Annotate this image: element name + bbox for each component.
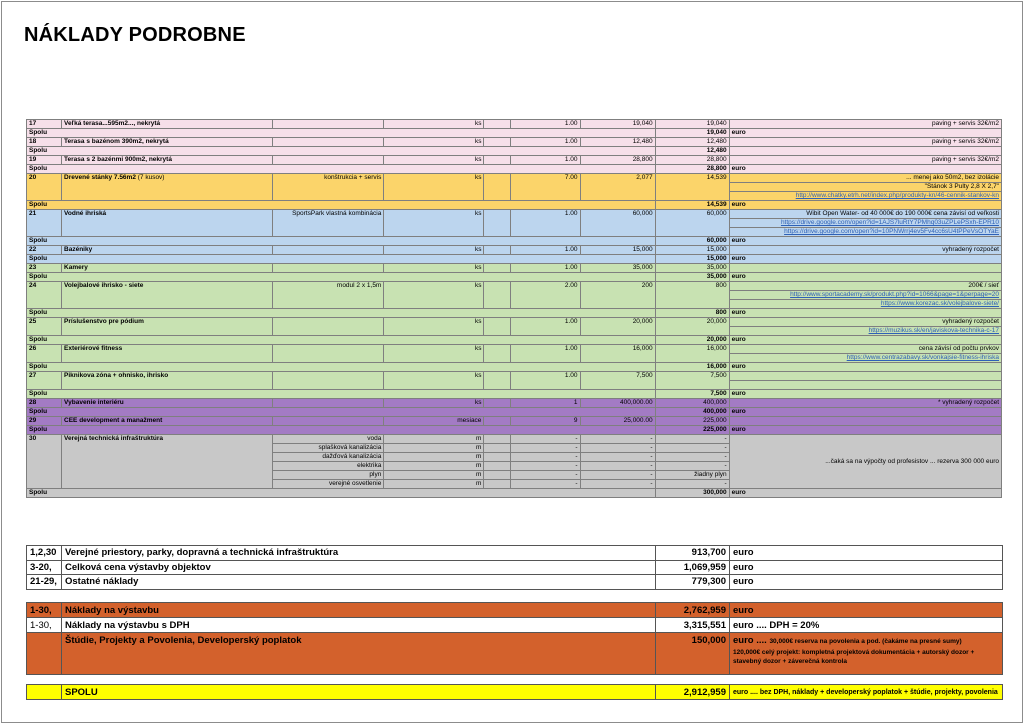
table-row [27,399,1002,408]
subtotal-unit: euro [729,309,1001,318]
item-unit: ks [384,174,484,201]
summary-label: Ostatné náklady [62,575,656,590]
item-spec [273,264,384,273]
item-total: - [655,453,729,462]
item-spec [273,345,384,363]
item-name: Volejbalové ihrisko - siete [62,282,273,309]
total-label: Náklady na výstavbu s DPH [62,618,656,633]
item-total: - [655,480,729,489]
row-number: 25 [27,318,62,336]
subtotal-value: 300,000 [655,489,729,498]
summary-table [26,545,1003,590]
item-name-extra: (7 kusov) [135,174,165,181]
subtotal-value: 35,000 [655,273,729,282]
table-row [27,372,1002,381]
item-unit: ks [384,246,484,255]
subtotal-row [27,273,1002,282]
item-unit-price: 20,000 [580,318,655,336]
reference-link[interactable]: http://www.chatky.etrh.net/index.php/produkty-kn/46-cennik-stankov-kn [729,192,1001,201]
item-unit: ks [384,264,484,273]
row-number: 30 [27,435,62,489]
summary-unit: euro [730,546,1003,561]
subtotal-label: Spolu [27,147,656,156]
subtotal-label: Spolu [27,255,656,264]
subtotal-row [27,336,1002,345]
item-note: "Stánok 3 Pulty 2,8 X 2,7" [729,183,1001,192]
item-note: 200€ / sieť [729,282,1001,291]
table-row [27,345,1002,354]
subtotal-row [27,255,1002,264]
row-number: 24 [27,282,62,309]
spacer-cell [484,417,511,426]
subtotal-value: 800 [655,309,729,318]
subtotal-unit: euro [729,129,1001,138]
summary-code: 1,2,30 [27,546,62,561]
summary-code: 3-20, [27,560,62,575]
item-unit: m [384,471,484,480]
item-unit: m [384,453,484,462]
item-unit: m [384,444,484,453]
item-quantity: 1 [511,399,580,408]
item-name: Príslušenstvo pre pódium [62,318,273,336]
item-spec [273,318,384,336]
subtotal-label: Spolu [27,390,656,399]
item-spec: konštrukcia + servis [273,174,384,201]
table-row [27,246,1002,255]
subtotal-value: 15,000 [655,255,729,264]
item-note: * vyhradený rozpočet [729,399,1001,408]
reference-link[interactable]: https://muzikus.sk/en/javiskova-technika-c-17 [729,327,1001,336]
item-quantity: - [511,435,580,444]
item-name: Piknikova zóna + ohnisko, ihrisko [62,372,273,390]
subtotal-label: Spolu [27,426,656,435]
item-unit-price: 7,500 [580,372,655,390]
row-number: 22 [27,246,62,255]
total-value: 2,762,959 [656,603,730,618]
subtotal-unit: euro [729,363,1001,372]
item-unit: ks [384,318,484,336]
total-notes [730,633,1003,675]
item-total: 28,800 [655,156,729,165]
item-spec [273,138,384,147]
item-unit: ks [384,345,484,363]
spacer-cell [484,471,511,480]
item-unit-price: 15,000 [580,246,655,255]
item-unit: m [384,480,484,489]
item-total: 15,000 [655,246,729,255]
item-total: 7,500 [655,372,729,390]
total-code [27,633,62,675]
item-total: - [655,462,729,471]
subtotal-value: 60,000 [655,237,729,246]
row-number: 19 [27,156,62,165]
total-code: 1-30, [27,618,62,633]
item-name-text: Drevené stánky 7.56m2 [64,174,136,181]
reference-link[interactable]: https://www.korezac.sk/volejbalove-siete/ [729,300,1001,309]
total-note: 120,000€ celý projekt: kompletná projektová dokumentácia + autorský dozor + stavebný dozor + záverečná kontrola [733,649,975,665]
subtotal-row [27,489,1002,498]
subtotal-value: 20,000 [655,336,729,345]
subtotal-label: Spolu [27,363,656,372]
item-quantity: - [511,480,580,489]
infra-sub-item: splašková kanalizácia [273,444,384,453]
summary-row [27,575,1003,590]
infra-sub-item: elektrika [273,462,384,471]
item-unit: ks [384,138,484,147]
subtotal-value: 7,500 [655,390,729,399]
item-spec: SportsPark vlastná kombinácia [273,210,384,237]
item-unit-price: - [580,453,655,462]
spacer-cell [484,399,511,408]
total-row [27,618,1003,633]
empty-cell [729,147,1001,156]
total-unit: euro .... [733,635,767,646]
total-code [27,685,62,700]
spacer-cell [484,156,511,165]
subtotal-row [27,165,1002,174]
item-quantity: - [511,462,580,471]
table-row [27,264,1002,273]
spacer-cell [484,138,511,147]
spacer-cell [484,264,511,273]
subtotal-row [27,309,1002,318]
item-unit-price: 16,000 [580,345,655,363]
reference-link[interactable]: http://www.sportacademy.sk/produkt.php?id=1066&page=1&perpage=20 [729,291,1001,300]
spacer-cell [27,675,1003,685]
spacer-cell [484,282,511,309]
subtotal-label: Spolu [27,489,656,498]
grand-total-row [27,685,1003,700]
spacer-cell [484,345,511,363]
item-unit-price: 12,480 [580,138,655,147]
spacer-cell [484,246,511,255]
row-number: 18 [27,138,62,147]
item-spec [273,399,384,408]
spacer-cell [484,318,511,336]
item-quantity: 1.00 [511,210,580,237]
item-quantity: 9 [511,417,580,426]
table-row [27,120,1002,129]
item-spec: modul 2 x 1,5m [273,282,384,309]
subtotal-value: 12,480 [655,147,729,156]
item-unit: ks [384,210,484,237]
subtotal-row [27,129,1002,138]
infra-sub-item: plyn [273,471,384,480]
summary-row [27,546,1003,561]
item-unit: ks [384,372,484,390]
reference-link[interactable]: https://drive.google.com/open?id=10PNWrrj4ev5Fv4cc6sU4tPPeVsOTYaE [729,228,1001,237]
total-unit: euro [730,603,1003,618]
item-unit-price: 2,077 [580,174,655,201]
infra-sub-item: verejné osvetlenie [273,480,384,489]
summary-value: 913,700 [656,546,730,561]
item-spec [273,120,384,129]
subtotal-label: Spolu [27,309,656,318]
item-note [729,417,1001,426]
item-quantity: - [511,471,580,480]
subtotal-value: 400,000 [655,408,729,417]
item-quantity: 1.00 [511,372,580,390]
item-unit-price: - [580,462,655,471]
item-name: Kamery [62,264,273,273]
item-unit-price: 60,000 [580,210,655,237]
subtotal-row [27,426,1002,435]
item-note: ...čaká sa na výpočty od profesistov ... rezerva 300 000 euro [729,435,1001,489]
summary-value: 779,300 [656,575,730,590]
item-note: paving + servis 32€/m2 [729,156,1001,165]
item-unit: ks [384,282,484,309]
spacer-row [27,675,1003,685]
item-unit: m [384,462,484,471]
item-total: 16,000 [655,345,729,363]
item-quantity: 1.00 [511,156,580,165]
infra-sub-item: dažďová kanalizácia [273,453,384,462]
item-note [729,381,1001,390]
item-spec [273,372,384,390]
item-name [62,174,273,201]
total-label: Štúdie, Projekty a Povolenia, Developerský poplatok [62,633,656,675]
item-note: paving + servis 32€/m2 [729,138,1001,147]
total-code: 1-30, [27,603,62,618]
row-number: 27 [27,372,62,390]
item-total: - [655,444,729,453]
item-name: Vybavenie interiéru [62,399,273,408]
subtotal-row [27,408,1002,417]
item-unit: mesiace [384,417,484,426]
item-note: vyhradený rozpočet [729,246,1001,255]
grand-total-unit: euro .... bez DPH, náklady + developerský poplatok + štúdie, projekty, povolenia [730,685,1003,700]
item-quantity: 7.00 [511,174,580,201]
item-quantity: 1.00 [511,246,580,255]
table-row [27,156,1002,165]
subtotal-unit: euro [729,273,1001,282]
subtotal-label: Spolu [27,408,656,417]
item-note: Wibit Open Water- od 40 000€ do 190 000€ cena závisí od veľkosti [729,210,1001,219]
item-spec [273,156,384,165]
spacer-cell [484,174,511,201]
item-name: CEE development a manažment [62,417,273,426]
spacer-cell [484,435,511,444]
reference-link[interactable]: https://drive.google.com/open?id=1AJS7luRtY7PMhq03uZPLePSxh-EPR10 [729,219,1001,228]
summary-row [27,560,1003,575]
item-total: 20,000 [655,318,729,336]
reference-link[interactable]: https://www.centrazabavy.sk/vonkajsie-fitness-ihriska [729,354,1001,363]
item-name: Terasa s 2 bazénmi 900m2, nekrytá [62,156,273,165]
item-quantity: 2.00 [511,282,580,309]
item-note: vyhradený rozpočet [729,318,1001,327]
total-label: Náklady na výstavbu [62,603,656,618]
total-unit: euro .... DPH = 20% [730,618,1003,633]
subtotal-unit: euro [729,336,1001,345]
grand-total-value: 2,912,959 [656,685,730,700]
item-note: cena závisí od počtu prvkov [729,345,1001,354]
spacer-cell [484,210,511,237]
total-row [27,603,1003,618]
item-total: 19,040 [655,120,729,129]
summary-label: Celková cena výstavby objektov [62,560,656,575]
row-number: 28 [27,399,62,408]
subtotal-label: Spolu [27,129,656,138]
item-unit-price: 19,040 [580,120,655,129]
spacer-cell [484,480,511,489]
document-page [1,1,1023,723]
spacer-cell [484,444,511,453]
item-spec [273,246,384,255]
subtotal-unit: euro [729,237,1001,246]
subtotal-unit: euro [729,165,1001,174]
infra-sub-item: voda [273,435,384,444]
item-unit-price: - [580,471,655,480]
subtotal-label: Spolu [27,165,656,174]
cost-detail-table [26,119,1002,498]
item-unit-price: 35,000 [580,264,655,273]
item-total: 12,480 [655,138,729,147]
subtotal-row [27,363,1002,372]
subtotal-unit: euro [729,489,1001,498]
item-quantity: - [511,453,580,462]
total-note: 30,000€ reserva na povolenia a pod. (čakáme na presné sumy) [769,638,962,645]
item-total: 800 [655,282,729,309]
item-quantity: 1.00 [511,345,580,363]
subtotal-row [27,147,1002,156]
item-note: paving + servis 32€/m2 [729,120,1001,129]
subtotal-label: Spolu [27,201,656,210]
table-row [27,417,1002,426]
item-unit: ks [384,120,484,129]
item-unit: ks [384,399,484,408]
subtotal-unit: euro [729,255,1001,264]
table-row [27,138,1002,147]
row-number: 17 [27,120,62,129]
subtotal-value: 14,539 [655,201,729,210]
summary-code: 21-29, [27,575,62,590]
item-quantity: - [511,444,580,453]
item-name: Exteriérové fitness [62,345,273,363]
item-name: Terasa s bazénom 390m2, nekrytá [62,138,273,147]
row-number: 26 [27,345,62,363]
item-unit: m [384,435,484,444]
table-row [27,210,1002,219]
subtotal-label: Spolu [27,273,656,282]
table-row [27,435,1002,444]
spacer-cell [484,120,511,129]
item-note [729,264,1001,273]
item-total: žiadny plyn [655,471,729,480]
spacer-cell [484,462,511,471]
summary-label: Verejné priestory, parky, dopravná a technická infraštruktúra [62,546,656,561]
spacer-cell [484,453,511,462]
item-total: 35,000 [655,264,729,273]
subtotal-row [27,390,1002,399]
summary-unit: euro [730,575,1003,590]
summary-unit: euro [730,560,1003,575]
item-note [729,372,1001,381]
subtotal-unit: euro [729,408,1001,417]
item-total: 400,000 [655,399,729,408]
item-unit: ks [384,156,484,165]
total-row [27,633,1003,675]
total-value: 150,000 [656,633,730,675]
table-row [27,174,1002,183]
item-total: 60,000 [655,210,729,237]
item-unit-price: - [580,480,655,489]
subtotal-label: Spolu [27,336,656,345]
item-quantity: 1.00 [511,318,580,336]
subtotal-label: Spolu [27,237,656,246]
subtotal-row [27,237,1002,246]
item-unit-price: 25,000.00 [580,417,655,426]
item-spec [273,417,384,426]
item-unit-price: - [580,435,655,444]
subtotal-value: 16,000 [655,363,729,372]
table-row [27,282,1002,291]
table-row [27,318,1002,327]
item-total: - [655,435,729,444]
spacer-cell [484,372,511,390]
subtotal-row [27,201,1002,210]
item-unit-price: - [580,444,655,453]
row-number: 21 [27,210,62,237]
item-total: 225,000 [655,417,729,426]
item-quantity: 1.00 [511,264,580,273]
subtotal-value: 28,800 [655,165,729,174]
item-name: Veľká terasa...595m2..., nekrytá [62,120,273,129]
item-total: 14,539 [655,174,729,201]
total-value: 3,315,551 [656,618,730,633]
row-number: 29 [27,417,62,426]
item-quantity: 1.00 [511,120,580,129]
item-quantity: 1.00 [511,138,580,147]
summary-value: 1,069,959 [656,560,730,575]
item-unit-price: 400,000.00 [580,399,655,408]
subtotal-unit: euro [729,390,1001,399]
page-title: NÁKLADY PODROBNE [24,24,246,46]
subtotal-unit: euro [729,201,1001,210]
item-name: Verejná technická infraštruktúra [62,435,273,489]
grand-total-label: SPOLU [62,685,656,700]
item-name: Bazéniky [62,246,273,255]
totals-table [26,602,1003,700]
subtotal-unit: euro [729,426,1001,435]
item-unit-price: 28,800 [580,156,655,165]
item-note: ... menej ako 50m2, bez izolácie [729,174,1001,183]
item-name: Vodné ihriská [62,210,273,237]
row-number: 20 [27,174,62,201]
item-unit-price: 200 [580,282,655,309]
row-number: 23 [27,264,62,273]
subtotal-value: 19,040 [655,129,729,138]
subtotal-value: 225,000 [655,426,729,435]
